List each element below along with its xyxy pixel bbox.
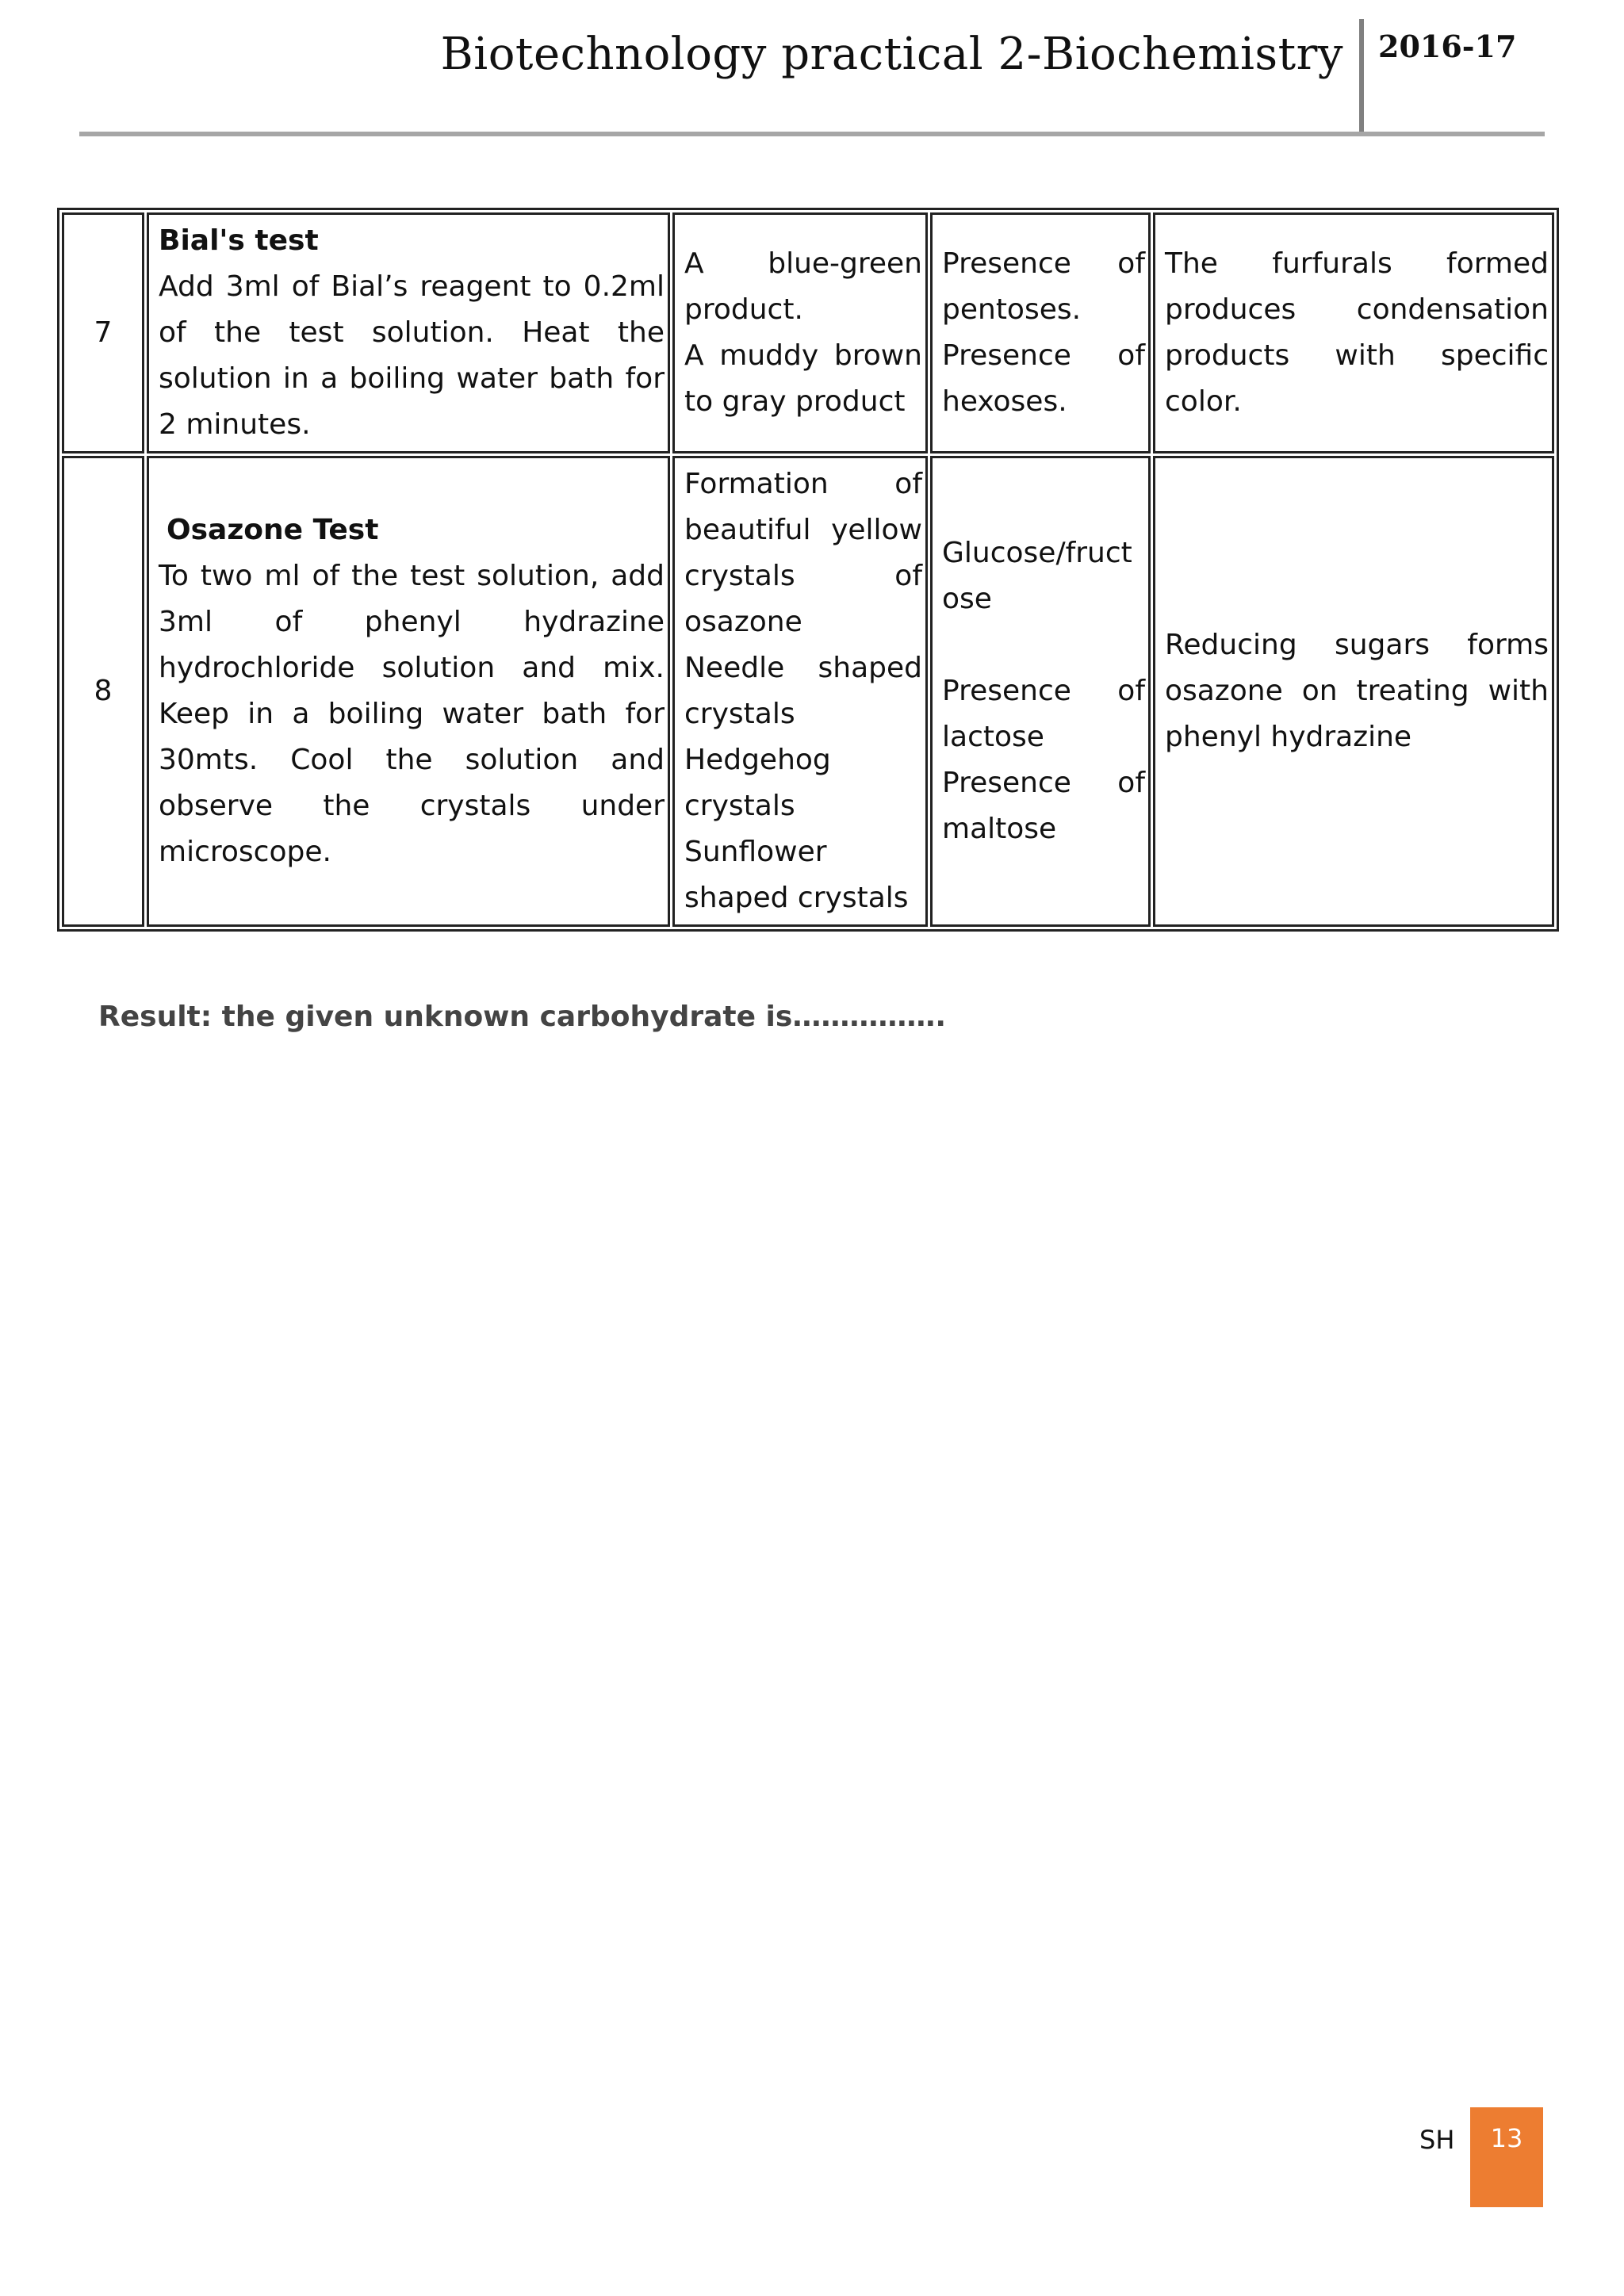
inference-item: Presence of pentoses.: [942, 247, 1145, 326]
inference-item: Presence of maltose: [942, 767, 1145, 845]
header-year: 2016-17: [1378, 29, 1517, 64]
principle-cell: The furfurals formed produces condensation products with specific color.: [1153, 212, 1554, 453]
observation-item: A muddy brown to gray product: [684, 339, 922, 418]
observation-cell: [672, 212, 928, 453]
observation-item: Needle shaped crystals: [684, 652, 922, 730]
inference-item: Presence of hexoses.: [942, 339, 1145, 418]
header-rule: [79, 132, 1545, 136]
experiment-table: [57, 208, 1559, 932]
procedure-cell: [147, 456, 670, 927]
header-divider: [1359, 19, 1364, 135]
test-name: Osazone Test: [167, 514, 379, 546]
table-row: [62, 456, 1554, 927]
result-line: Result: the given unknown carbohydrate is…………….: [98, 1001, 946, 1033]
inference-cell: [930, 456, 1151, 927]
inference-item: Presence of lactose: [942, 675, 1145, 753]
observation-item: Hedgehog crystals: [684, 744, 831, 822]
procedure-text: Add 3ml of Bial’s reagent to 0.2ml of the test solution. Heat the solution in a boiling water bath for 2 minutes.: [159, 270, 665, 441]
inference-item: Glucose/fructose: [942, 537, 1132, 615]
observation-item: A blue-green product.: [684, 247, 922, 326]
page-number-badge: 13: [1470, 2107, 1543, 2207]
observation-item: Formation of beautiful yellow crystals of osazone: [684, 468, 922, 638]
footer-author: SH: [1419, 2125, 1455, 2155]
principle-cell: Reducing sugars forms osazone on treating with phenyl hydrazine: [1153, 456, 1554, 927]
row-number: 8: [62, 456, 144, 927]
test-name: Bial's test: [159, 224, 319, 257]
table-row: [62, 212, 1554, 453]
procedure-text: To two ml of the test solution, add 3ml of phenyl hydrazine hydrochloride solution and mix. Keep in a boiling water bath for 30mts. Cool the solution and observe the crystals under microscope.: [159, 560, 665, 868]
inference-cell: [930, 212, 1151, 453]
observation-cell: [672, 456, 928, 927]
inference-spacer: [942, 622, 1145, 668]
procedure-cell: [147, 212, 670, 453]
page-header-title: Biotechnology practical 2-Biochemistry: [440, 29, 1343, 80]
observation-item: Sunflower shaped crystals: [684, 836, 909, 914]
row-number: 7: [62, 212, 144, 453]
